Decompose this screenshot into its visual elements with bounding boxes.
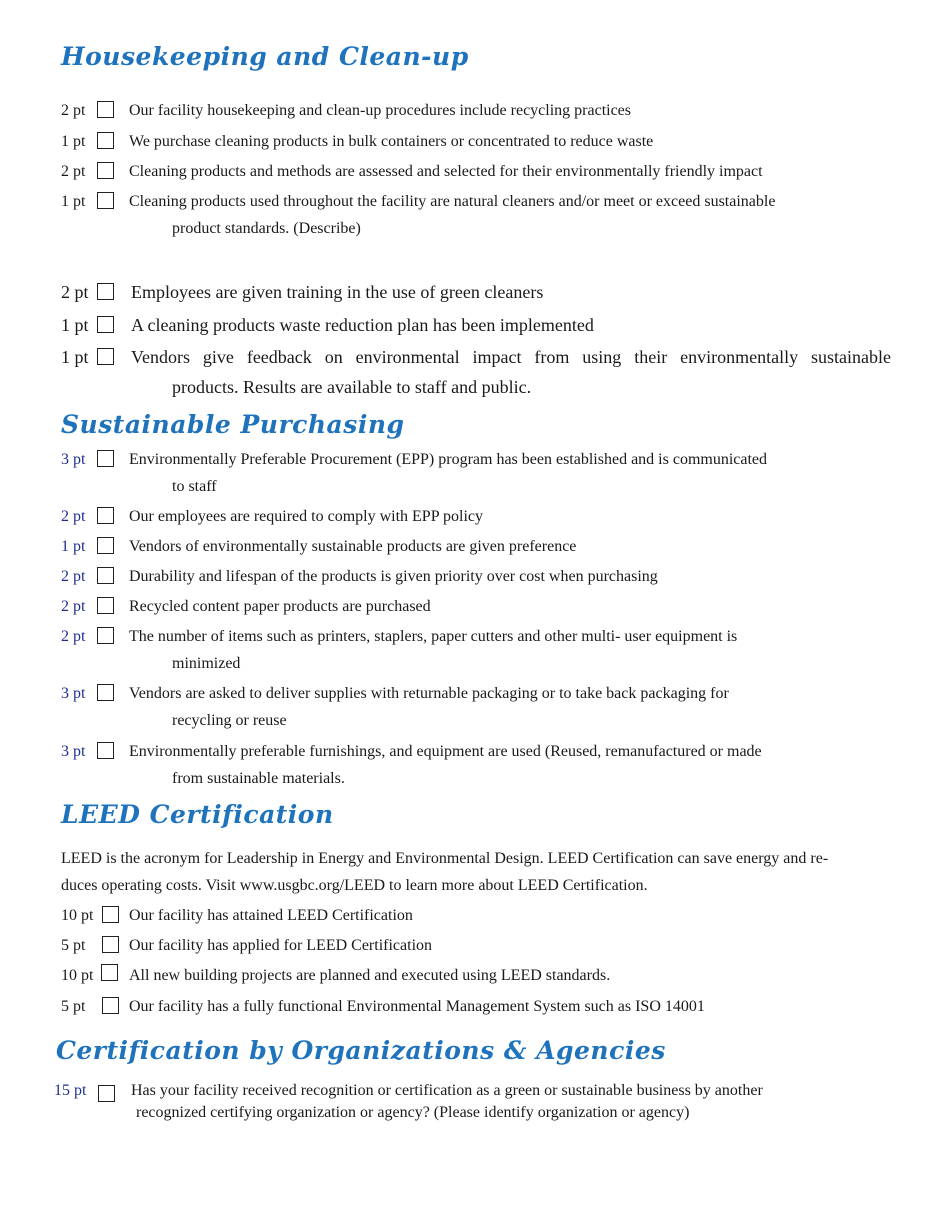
checklist-item	[61, 446, 891, 500]
item-text: The number of items such as printers, staplers, paper cutters and other multi- user equipment is	[129, 628, 738, 645]
item-text: Environmentally preferable furnishings, and equipment are used (Reused, remanufactured or made	[129, 743, 762, 760]
leed-intro-line-1: LEED is the acronym for Leadership in Energy and Environmental Design. LEED Certification can save energy and re-	[61, 850, 829, 867]
item-text: Has your facility received recognition or certification as a green or sustainable business by another	[131, 1082, 763, 1099]
checkbox[interactable]	[97, 348, 114, 365]
section-title-purchasing: Sustainable Purchasing	[61, 410, 405, 439]
points-label: 15 pt	[54, 1082, 87, 1099]
points-label: 2 pt	[61, 102, 86, 119]
checkbox[interactable]	[97, 283, 114, 300]
checkbox[interactable]	[97, 507, 114, 524]
item-text-continued: from sustainable materials.	[172, 770, 345, 787]
checklist-item	[61, 97, 891, 124]
item-text: Our facility has applied for LEED Certification	[129, 937, 433, 954]
points-label: 10 pt	[61, 907, 94, 924]
item-text-continued: recycling or reuse	[172, 712, 287, 729]
item-text: Our facility housekeeping and clean-up procedures include recycling practices	[129, 102, 632, 119]
checklist-item	[61, 593, 891, 620]
points-label: 1 pt	[61, 133, 86, 150]
points-label: 5 pt	[61, 998, 86, 1015]
checkbox[interactable]	[97, 684, 114, 701]
checklist-item	[61, 932, 891, 959]
checkbox[interactable]	[98, 1085, 115, 1102]
checklist-item	[61, 277, 891, 307]
item-text: Environmentally Preferable Procurement (EPP) program has been established and is communicated	[129, 451, 768, 468]
points-label: 2 pt	[61, 568, 86, 585]
checkbox[interactable]	[102, 906, 119, 923]
checkbox[interactable]	[102, 936, 119, 953]
item-text: Cleaning products and methods are assessed and selected for their environmentally friendly impact	[129, 163, 763, 180]
checklist-item	[61, 342, 891, 402]
item-text: Employees are given training in the use of green cleaners	[131, 282, 544, 302]
points-label: 2 pt	[61, 628, 86, 645]
section-title-leed: LEED Certification	[61, 800, 334, 829]
item-text: Our facility has a fully functional Environmental Management System such as ISO 14001	[129, 998, 705, 1015]
checkbox[interactable]	[97, 627, 114, 644]
checkbox[interactable]	[97, 567, 114, 584]
points-label: 3 pt	[61, 451, 86, 468]
checkbox[interactable]	[97, 742, 114, 759]
checklist-item	[54, 1080, 884, 1124]
checkbox[interactable]	[97, 192, 114, 209]
points-label: 5 pt	[61, 937, 86, 954]
item-text-continued: recognized certifying organization or agency? (Please identify organization or agency)	[136, 1104, 690, 1121]
item-text: Our facility has attained LEED Certification	[129, 907, 413, 924]
item-text: Cleaning products used throughout the facility are natural cleaners and/or meet or exceed sustainable	[129, 193, 776, 210]
points-label: 1 pt	[61, 538, 86, 555]
checklist-item	[61, 188, 891, 242]
checklist-item	[61, 962, 891, 989]
section-title-housekeeping: Housekeeping and Clean-up	[61, 42, 469, 71]
checklist-item	[61, 680, 891, 734]
section-title-certification: Certification by Organizations & Agencies	[56, 1036, 666, 1065]
checklist-item	[61, 563, 891, 590]
item-text: Vendors are asked to deliver supplies with returnable packaging or to take back packaging for	[129, 685, 729, 702]
checklist-item	[61, 738, 891, 792]
checkbox[interactable]	[97, 450, 114, 467]
checkbox[interactable]	[97, 537, 114, 554]
item-text-continued: product standards. (Describe)	[172, 220, 361, 237]
points-label: 3 pt	[61, 685, 86, 702]
item-text: Durability and lifespan of the products is given priority over cost when purchasing	[129, 568, 658, 585]
checklist-item	[61, 503, 891, 530]
item-text: All new building projects are planned and executed using LEED standards.	[129, 967, 611, 984]
points-label: 3 pt	[61, 743, 86, 760]
checklist-item	[61, 623, 891, 677]
checkbox[interactable]	[97, 132, 114, 149]
checklist-item	[61, 158, 891, 185]
checkbox[interactable]	[101, 964, 118, 981]
item-text: A cleaning products waste reduction plan has been implemented	[131, 315, 594, 335]
checkbox[interactable]	[97, 316, 114, 333]
points-label: 1 pt	[61, 315, 89, 335]
item-text-continued: minimized	[172, 655, 241, 672]
checklist-item	[61, 310, 891, 340]
item-text-continued: products. Results are available to staff and public.	[172, 377, 532, 397]
leed-intro-line-2: duces operating costs. Visit www.usgbc.org/LEED to learn more about LEED Certification.	[61, 877, 648, 894]
item-text: We purchase cleaning products in bulk containers or concentrated to reduce waste	[129, 133, 654, 150]
checkbox[interactable]	[97, 101, 114, 118]
item-text: Recycled content paper products are purchased	[129, 598, 431, 615]
checklist-item	[61, 533, 891, 560]
checklist-item	[61, 902, 891, 929]
points-label: 2 pt	[61, 508, 86, 525]
points-label: 2 pt	[61, 282, 89, 302]
checklist-item	[61, 993, 891, 1020]
points-label: 10 pt	[61, 967, 94, 984]
points-label: 2 pt	[61, 163, 86, 180]
points-label: 2 pt	[61, 598, 86, 615]
checklist-item	[61, 128, 891, 155]
leed-intro	[61, 845, 891, 899]
checkbox[interactable]	[102, 997, 119, 1014]
item-text-continued: to staff	[172, 478, 217, 495]
item-text: Vendors give feedback on environmental impact from using their environmentally sustainable	[131, 347, 891, 367]
checkbox[interactable]	[97, 597, 114, 614]
item-text: Our employees are required to comply with EPP policy	[129, 508, 483, 525]
item-text: Vendors of environmentally sustainable products are given preference	[129, 538, 577, 555]
checkbox[interactable]	[97, 162, 114, 179]
points-label: 1 pt	[61, 193, 86, 210]
points-label: 1 pt	[61, 347, 89, 367]
